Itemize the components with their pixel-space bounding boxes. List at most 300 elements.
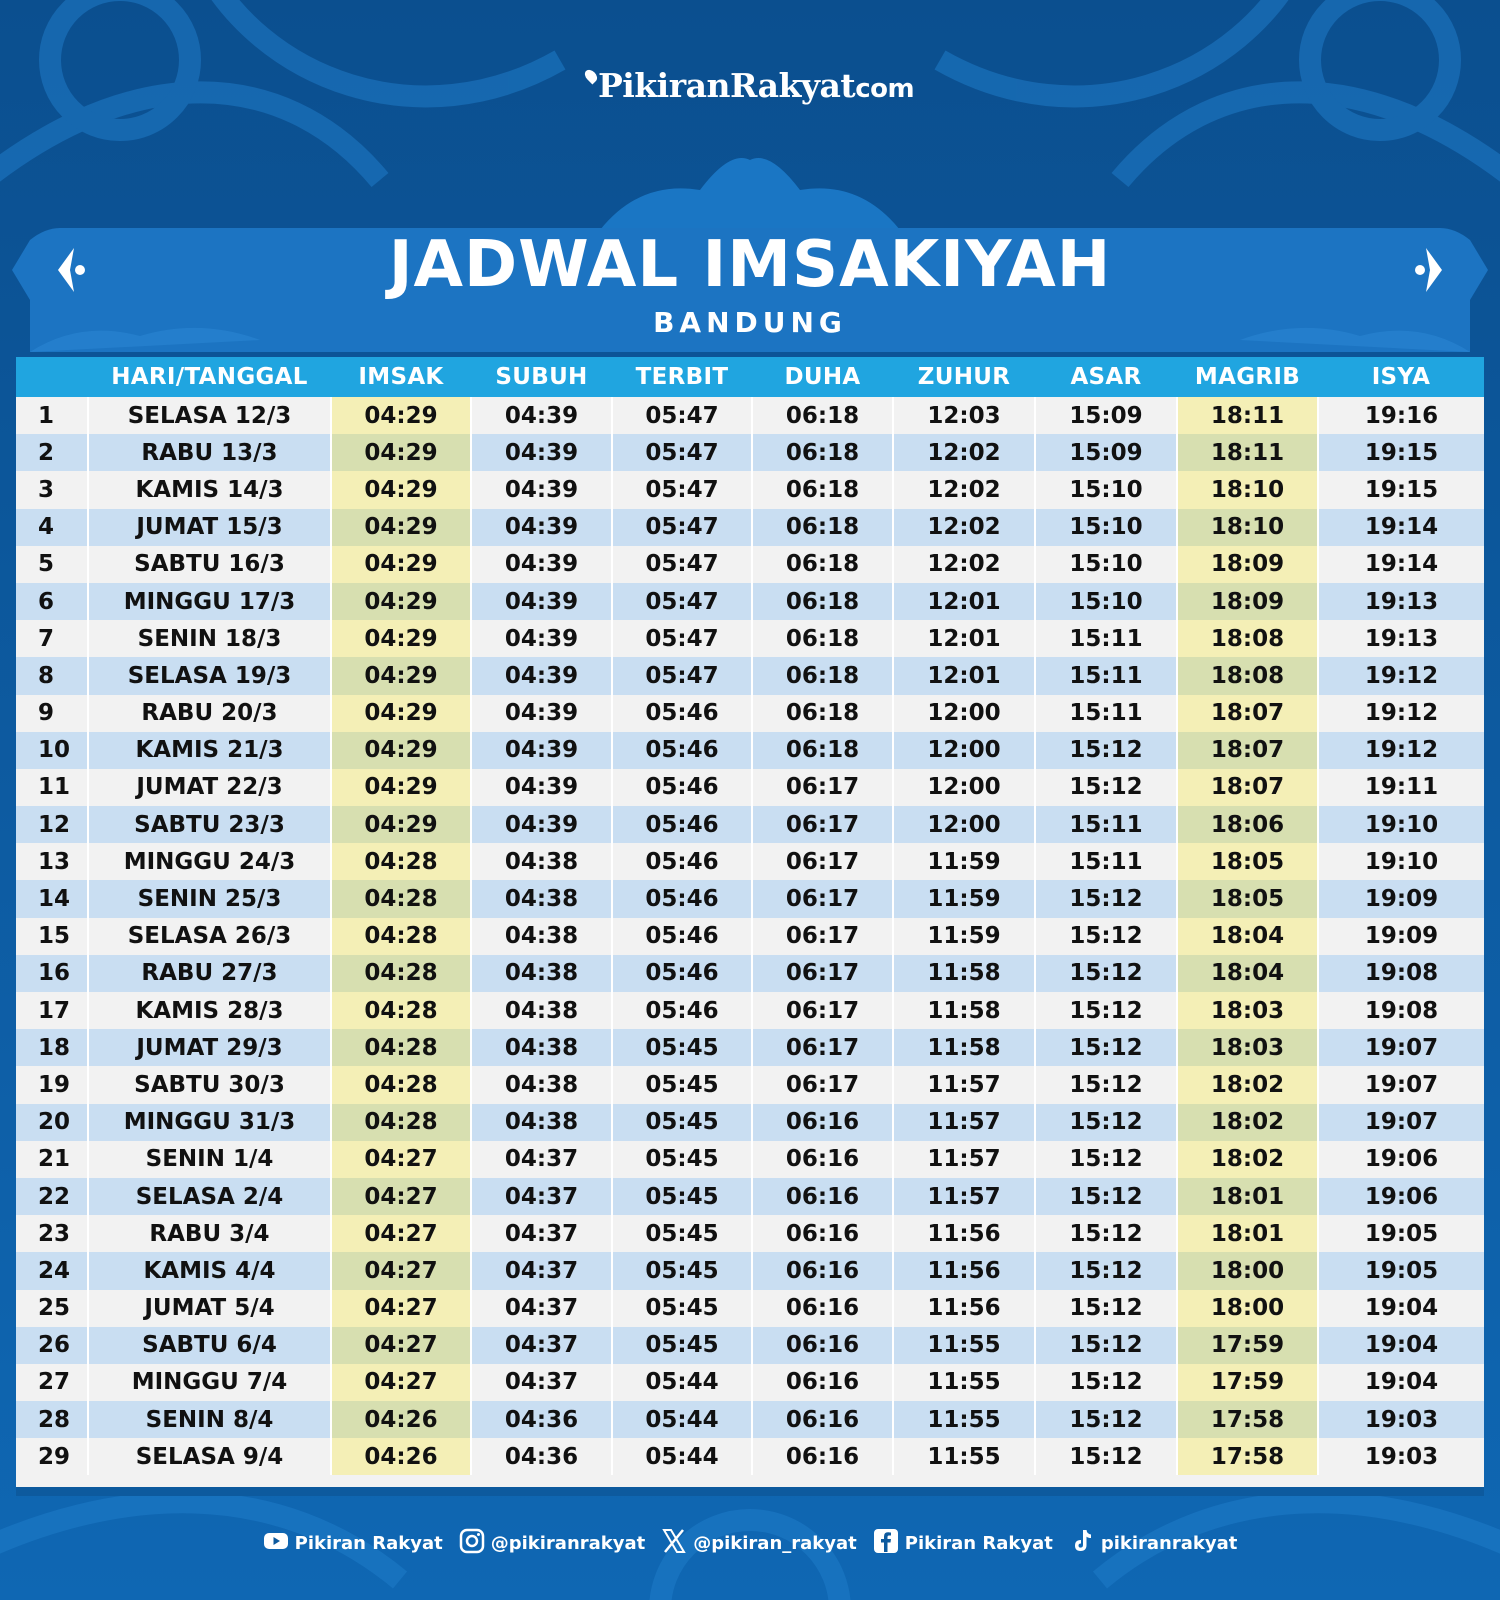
social-link-tiktok	[1069, 1528, 1238, 1559]
page-title: JADWAL IMSAKIYAH	[388, 228, 1112, 302]
time-cell: 11:57	[893, 1141, 1035, 1178]
social-footer	[0, 1528, 1500, 1559]
time-cell: 05:46	[612, 843, 752, 880]
city-subtitle: BANDUNG	[653, 306, 847, 339]
time-cell: 06:18	[752, 509, 893, 546]
time-cell: 04:28	[331, 992, 471, 1029]
time-cell: 19:16	[1318, 397, 1484, 434]
time-cell: 05:45	[612, 1252, 752, 1289]
time-cell: 12:02	[893, 546, 1035, 583]
date-cell: MINGGU 24/3	[88, 843, 331, 880]
time-cell: 18:02	[1177, 1066, 1318, 1103]
time-cell: 06:17	[752, 918, 893, 955]
time-cell: 19:12	[1318, 695, 1484, 732]
time-cell: 19:13	[1318, 583, 1484, 620]
time-cell: 04:29	[331, 806, 471, 843]
time-cell: 15:11	[1035, 843, 1177, 880]
time-cell: 04:39	[471, 509, 612, 546]
time-cell: 11:57	[893, 1066, 1035, 1103]
time-cell: 19:15	[1318, 471, 1484, 508]
time-cell: 11:56	[893, 1290, 1035, 1327]
time-cell: 12:00	[893, 806, 1035, 843]
time-cell: 15:12	[1035, 1141, 1177, 1178]
table-row	[16, 1178, 1484, 1215]
logo-drop-icon	[582, 68, 599, 85]
day-number-cell: 5	[38, 551, 55, 578]
date-cell: SELASA 2/4	[88, 1178, 331, 1215]
table-row	[16, 546, 1484, 583]
time-cell: 04:27	[331, 1178, 471, 1215]
time-cell: 04:39	[471, 620, 612, 657]
time-cell: 19:09	[1318, 918, 1484, 955]
time-cell: 04:38	[471, 843, 612, 880]
time-cell: 19:05	[1318, 1252, 1484, 1289]
time-cell: 17:58	[1177, 1401, 1318, 1438]
table-row	[16, 657, 1484, 694]
time-cell: 06:17	[752, 992, 893, 1029]
time-cell: 15:10	[1035, 546, 1177, 583]
column-header: HARI/TANGGAL	[111, 364, 308, 390]
time-cell: 06:18	[752, 732, 893, 769]
time-cell: 19:04	[1318, 1290, 1484, 1327]
column-header: MAGRIB	[1194, 364, 1301, 390]
day-number-cell: 22	[38, 1183, 71, 1210]
time-cell: 15:12	[1035, 1178, 1177, 1215]
time-cell: 18:11	[1177, 434, 1318, 471]
time-cell: 06:16	[752, 1290, 893, 1327]
time-cell: 04:38	[471, 880, 612, 917]
time-cell: 04:29	[331, 695, 471, 732]
date-cell: MINGGU 31/3	[88, 1104, 331, 1141]
time-cell: 04:37	[471, 1215, 612, 1252]
time-cell: 06:18	[752, 397, 893, 434]
social-label: Pikiran Rakyat	[904, 1533, 1053, 1554]
time-cell: 19:07	[1318, 1104, 1484, 1141]
day-number-cell: 6	[38, 588, 55, 615]
time-cell: 11:57	[893, 1104, 1035, 1141]
column-header: ISYA	[1371, 364, 1431, 390]
time-cell: 04:28	[331, 1066, 471, 1103]
column-header: ZUHUR	[917, 364, 1011, 390]
time-cell: 04:39	[471, 806, 612, 843]
time-cell: 06:17	[752, 769, 893, 806]
day-number-cell: 13	[38, 848, 71, 875]
time-cell: 18:05	[1177, 880, 1318, 917]
column-header: DUHA	[784, 364, 861, 390]
table-row	[16, 620, 1484, 657]
time-cell: 06:18	[752, 434, 893, 471]
table-row	[16, 806, 1484, 843]
social-label: @pikiranrakyat	[490, 1533, 646, 1554]
tiktok-icon	[1069, 1528, 1095, 1559]
time-cell: 05:45	[612, 1290, 752, 1327]
time-cell: 04:38	[471, 992, 612, 1029]
table-row	[16, 1438, 1484, 1475]
time-cell: 06:16	[752, 1401, 893, 1438]
time-cell: 04:39	[471, 769, 612, 806]
table-row	[16, 732, 1484, 769]
brand-logo	[0, 66, 1500, 105]
time-cell: 11:56	[893, 1215, 1035, 1252]
instagram-icon	[459, 1528, 485, 1559]
time-cell: 15:12	[1035, 1104, 1177, 1141]
time-cell: 15:11	[1035, 806, 1177, 843]
time-cell: 05:47	[612, 471, 752, 508]
time-cell: 04:39	[471, 471, 612, 508]
time-cell: 15:12	[1035, 1215, 1177, 1252]
time-cell: 12:01	[893, 657, 1035, 694]
time-cell: 18:08	[1177, 620, 1318, 657]
time-cell: 04:27	[331, 1364, 471, 1401]
time-cell: 04:27	[331, 1327, 471, 1364]
time-cell: 15:12	[1035, 1066, 1177, 1103]
table-row	[16, 509, 1484, 546]
social-label: @pikiran_rakyat	[693, 1533, 857, 1554]
time-cell: 15:10	[1035, 471, 1177, 508]
table-header-row	[16, 357, 1484, 397]
day-number-cell: 15	[38, 923, 71, 950]
table-row	[16, 843, 1484, 880]
table-row	[16, 1066, 1484, 1103]
time-cell: 05:45	[612, 1029, 752, 1066]
time-cell: 15:12	[1035, 1401, 1177, 1438]
time-cell: 05:45	[612, 1327, 752, 1364]
time-cell: 06:18	[752, 620, 893, 657]
table-row	[16, 992, 1484, 1029]
date-cell: JUMAT 5/4	[88, 1290, 331, 1327]
time-cell: 06:18	[752, 546, 893, 583]
time-cell: 19:03	[1318, 1438, 1484, 1475]
time-cell: 11:55	[893, 1364, 1035, 1401]
day-number-cell: 18	[38, 1034, 71, 1061]
time-cell: 04:39	[471, 397, 612, 434]
time-cell: 19:12	[1318, 732, 1484, 769]
time-cell: 05:45	[612, 1066, 752, 1103]
date-cell: KAMIS 28/3	[88, 992, 331, 1029]
column-header	[16, 357, 88, 397]
imsakiyah-table	[16, 357, 1484, 1475]
date-cell: SENIN 18/3	[88, 620, 331, 657]
time-cell: 06:16	[752, 1104, 893, 1141]
time-cell: 19:08	[1318, 955, 1484, 992]
time-cell: 15:12	[1035, 1252, 1177, 1289]
time-cell: 15:12	[1035, 992, 1177, 1029]
table-row	[16, 880, 1484, 917]
time-cell: 05:45	[612, 1178, 752, 1215]
time-cell: 04:29	[331, 620, 471, 657]
time-cell: 11:58	[893, 1029, 1035, 1066]
time-cell: 06:17	[752, 806, 893, 843]
table-row	[16, 1104, 1484, 1141]
date-cell: SELASA 19/3	[88, 657, 331, 694]
time-cell: 05:47	[612, 434, 752, 471]
date-cell: KAMIS 14/3	[88, 471, 331, 508]
day-number-cell: 19	[38, 1071, 71, 1098]
time-cell: 05:46	[612, 806, 752, 843]
social-link-instagram	[459, 1528, 646, 1559]
time-cell: 12:01	[893, 583, 1035, 620]
time-cell: 04:37	[471, 1252, 612, 1289]
column-header: IMSAK	[358, 364, 444, 390]
time-cell: 18:10	[1177, 509, 1318, 546]
time-cell: 06:16	[752, 1252, 893, 1289]
time-cell: 15:10	[1035, 509, 1177, 546]
table-row	[16, 434, 1484, 471]
time-cell: 18:04	[1177, 918, 1318, 955]
day-number-cell: 26	[38, 1332, 71, 1359]
date-cell: RABU 27/3	[88, 955, 331, 992]
time-cell: 15:09	[1035, 397, 1177, 434]
day-number-cell: 16	[38, 960, 71, 987]
date-cell: JUMAT 29/3	[88, 1029, 331, 1066]
time-cell: 15:09	[1035, 434, 1177, 471]
time-cell: 17:58	[1177, 1438, 1318, 1475]
date-cell: MINGGU 17/3	[88, 583, 331, 620]
time-cell: 04:38	[471, 955, 612, 992]
day-number-cell: 12	[38, 811, 71, 838]
time-cell: 18:01	[1177, 1215, 1318, 1252]
day-number-cell: 1	[38, 402, 55, 429]
table-row	[16, 1029, 1484, 1066]
day-number-cell: 9	[38, 700, 55, 727]
time-cell: 05:47	[612, 620, 752, 657]
date-cell: MINGGU 7/4	[88, 1364, 331, 1401]
date-cell: RABU 20/3	[88, 695, 331, 732]
table-body	[16, 397, 1484, 1475]
logo-text: PikiranRakyat	[597, 66, 856, 105]
time-cell: 11:58	[893, 992, 1035, 1029]
time-cell: 11:55	[893, 1401, 1035, 1438]
time-cell: 15:10	[1035, 583, 1177, 620]
time-cell: 18:03	[1177, 1029, 1318, 1066]
time-cell: 12:03	[893, 397, 1035, 434]
time-cell: 04:39	[471, 434, 612, 471]
time-cell: 06:17	[752, 1029, 893, 1066]
time-cell: 19:10	[1318, 843, 1484, 880]
time-cell: 04:38	[471, 1104, 612, 1141]
time-cell: 19:08	[1318, 992, 1484, 1029]
time-cell: 04:28	[331, 880, 471, 917]
time-cell: 05:44	[612, 1438, 752, 1475]
day-number-cell: 27	[38, 1369, 71, 1396]
time-cell: 18:07	[1177, 769, 1318, 806]
time-cell: 04:27	[331, 1215, 471, 1252]
social-label: pikiranrakyat	[1100, 1533, 1238, 1554]
time-cell: 19:04	[1318, 1327, 1484, 1364]
time-cell: 04:38	[471, 1066, 612, 1103]
time-cell: 04:29	[331, 397, 471, 434]
table-row	[16, 1327, 1484, 1364]
table-row	[16, 769, 1484, 806]
table-row	[16, 1364, 1484, 1401]
time-cell: 04:29	[331, 434, 471, 471]
date-cell: SABTU 16/3	[88, 546, 331, 583]
date-cell: SABTU 30/3	[88, 1066, 331, 1103]
day-number-cell: 29	[38, 1443, 71, 1470]
time-cell: 19:09	[1318, 880, 1484, 917]
time-cell: 15:12	[1035, 1290, 1177, 1327]
time-cell: 19:14	[1318, 546, 1484, 583]
day-number-cell: 23	[38, 1220, 71, 1247]
time-cell: 18:08	[1177, 657, 1318, 694]
date-cell: SENIN 25/3	[88, 880, 331, 917]
table-row	[16, 695, 1484, 732]
time-cell: 06:16	[752, 1438, 893, 1475]
time-cell: 06:16	[752, 1215, 893, 1252]
time-cell: 06:17	[752, 843, 893, 880]
time-cell: 04:28	[331, 955, 471, 992]
time-cell: 06:16	[752, 1327, 893, 1364]
time-cell: 15:12	[1035, 1364, 1177, 1401]
time-cell: 18:10	[1177, 471, 1318, 508]
time-cell: 17:59	[1177, 1327, 1318, 1364]
time-cell: 04:29	[331, 657, 471, 694]
date-cell: JUMAT 15/3	[88, 509, 331, 546]
time-cell: 18:04	[1177, 955, 1318, 992]
time-cell: 18:02	[1177, 1104, 1318, 1141]
time-cell: 04:29	[331, 546, 471, 583]
date-cell: KAMIS 21/3	[88, 732, 331, 769]
time-cell: 12:00	[893, 769, 1035, 806]
time-cell: 12:02	[893, 471, 1035, 508]
time-cell: 18:06	[1177, 806, 1318, 843]
time-cell: 19:12	[1318, 657, 1484, 694]
time-cell: 11:56	[893, 1252, 1035, 1289]
time-cell: 05:47	[612, 657, 752, 694]
time-cell: 15:12	[1035, 880, 1177, 917]
time-cell: 05:47	[612, 583, 752, 620]
time-cell: 06:18	[752, 657, 893, 694]
time-cell: 11:58	[893, 955, 1035, 992]
time-cell: 19:06	[1318, 1141, 1484, 1178]
time-cell: 12:01	[893, 620, 1035, 657]
time-cell: 04:39	[471, 695, 612, 732]
time-cell: 19:07	[1318, 1029, 1484, 1066]
time-cell: 17:59	[1177, 1364, 1318, 1401]
time-cell: 04:37	[471, 1327, 612, 1364]
time-cell: 19:06	[1318, 1178, 1484, 1215]
time-cell: 18:07	[1177, 695, 1318, 732]
time-cell: 15:12	[1035, 1029, 1177, 1066]
day-number-cell: 28	[38, 1406, 71, 1433]
table-row	[16, 471, 1484, 508]
table-row	[16, 918, 1484, 955]
time-cell: 12:02	[893, 434, 1035, 471]
column-header: ASAR	[1070, 364, 1142, 390]
time-cell: 05:45	[612, 1141, 752, 1178]
time-cell: 04:27	[331, 1290, 471, 1327]
time-cell: 18:09	[1177, 546, 1318, 583]
table-row	[16, 1141, 1484, 1178]
time-cell: 11:59	[893, 918, 1035, 955]
time-cell: 18:01	[1177, 1178, 1318, 1215]
time-cell: 05:46	[612, 955, 752, 992]
date-cell: SABTU 23/3	[88, 806, 331, 843]
time-cell: 15:12	[1035, 732, 1177, 769]
time-cell: 18:11	[1177, 397, 1318, 434]
time-cell: 19:14	[1318, 509, 1484, 546]
time-cell: 15:11	[1035, 657, 1177, 694]
table-row	[16, 1215, 1484, 1252]
time-cell: 05:46	[612, 918, 752, 955]
date-cell: SELASA 26/3	[88, 918, 331, 955]
time-cell: 19:11	[1318, 769, 1484, 806]
date-cell: SELASA 12/3	[88, 397, 331, 434]
time-cell: 06:16	[752, 1178, 893, 1215]
time-cell: 04:37	[471, 1178, 612, 1215]
time-cell: 04:36	[471, 1438, 612, 1475]
time-cell: 04:26	[331, 1438, 471, 1475]
x-icon	[661, 1528, 687, 1559]
day-number-cell: 10	[38, 737, 71, 764]
day-number-cell: 24	[38, 1257, 71, 1284]
time-cell: 06:16	[752, 1364, 893, 1401]
time-cell: 19:07	[1318, 1066, 1484, 1103]
time-cell: 04:26	[331, 1401, 471, 1438]
table-row	[16, 955, 1484, 992]
time-cell: 11:55	[893, 1327, 1035, 1364]
time-cell: 04:39	[471, 657, 612, 694]
table-row	[16, 583, 1484, 620]
time-cell: 05:44	[612, 1364, 752, 1401]
facebook-icon	[873, 1528, 899, 1559]
time-cell: 04:28	[331, 843, 471, 880]
day-number-cell: 14	[38, 886, 71, 913]
time-cell: 05:46	[612, 769, 752, 806]
time-cell: 18:00	[1177, 1290, 1318, 1327]
day-number-cell: 20	[38, 1109, 71, 1136]
time-cell: 04:39	[471, 546, 612, 583]
time-cell: 11:55	[893, 1438, 1035, 1475]
social-link-x	[661, 1528, 857, 1559]
time-cell: 04:28	[331, 1029, 471, 1066]
table-row	[16, 1252, 1484, 1289]
time-cell: 19:03	[1318, 1401, 1484, 1438]
day-number-cell: 3	[38, 476, 55, 503]
time-cell: 15:12	[1035, 769, 1177, 806]
time-cell: 19:05	[1318, 1215, 1484, 1252]
day-number-cell: 4	[38, 514, 55, 541]
table-row	[16, 1290, 1484, 1327]
time-cell: 04:39	[471, 732, 612, 769]
time-cell: 15:12	[1035, 1438, 1177, 1475]
social-link-facebook	[873, 1528, 1053, 1559]
date-cell: JUMAT 22/3	[88, 769, 331, 806]
day-number-cell: 17	[38, 997, 71, 1024]
date-cell: SABTU 6/4	[88, 1327, 331, 1364]
time-cell: 19:04	[1318, 1364, 1484, 1401]
time-cell: 15:11	[1035, 695, 1177, 732]
time-cell: 05:46	[612, 732, 752, 769]
time-cell: 06:18	[752, 695, 893, 732]
time-cell: 19:13	[1318, 620, 1484, 657]
time-cell: 06:18	[752, 471, 893, 508]
date-cell: RABU 13/3	[88, 434, 331, 471]
time-cell: 06:16	[752, 1141, 893, 1178]
time-cell: 04:28	[331, 918, 471, 955]
day-number-cell: 7	[38, 625, 55, 652]
schedule-table-container	[16, 357, 1484, 1487]
time-cell: 18:05	[1177, 843, 1318, 880]
column-header: SUBUH	[495, 364, 588, 390]
day-number-cell: 8	[38, 662, 55, 689]
time-cell: 11:59	[893, 880, 1035, 917]
time-cell: 18:09	[1177, 583, 1318, 620]
time-cell: 15:12	[1035, 955, 1177, 992]
time-cell: 05:46	[612, 880, 752, 917]
time-cell: 05:47	[612, 397, 752, 434]
time-cell: 06:18	[752, 583, 893, 620]
